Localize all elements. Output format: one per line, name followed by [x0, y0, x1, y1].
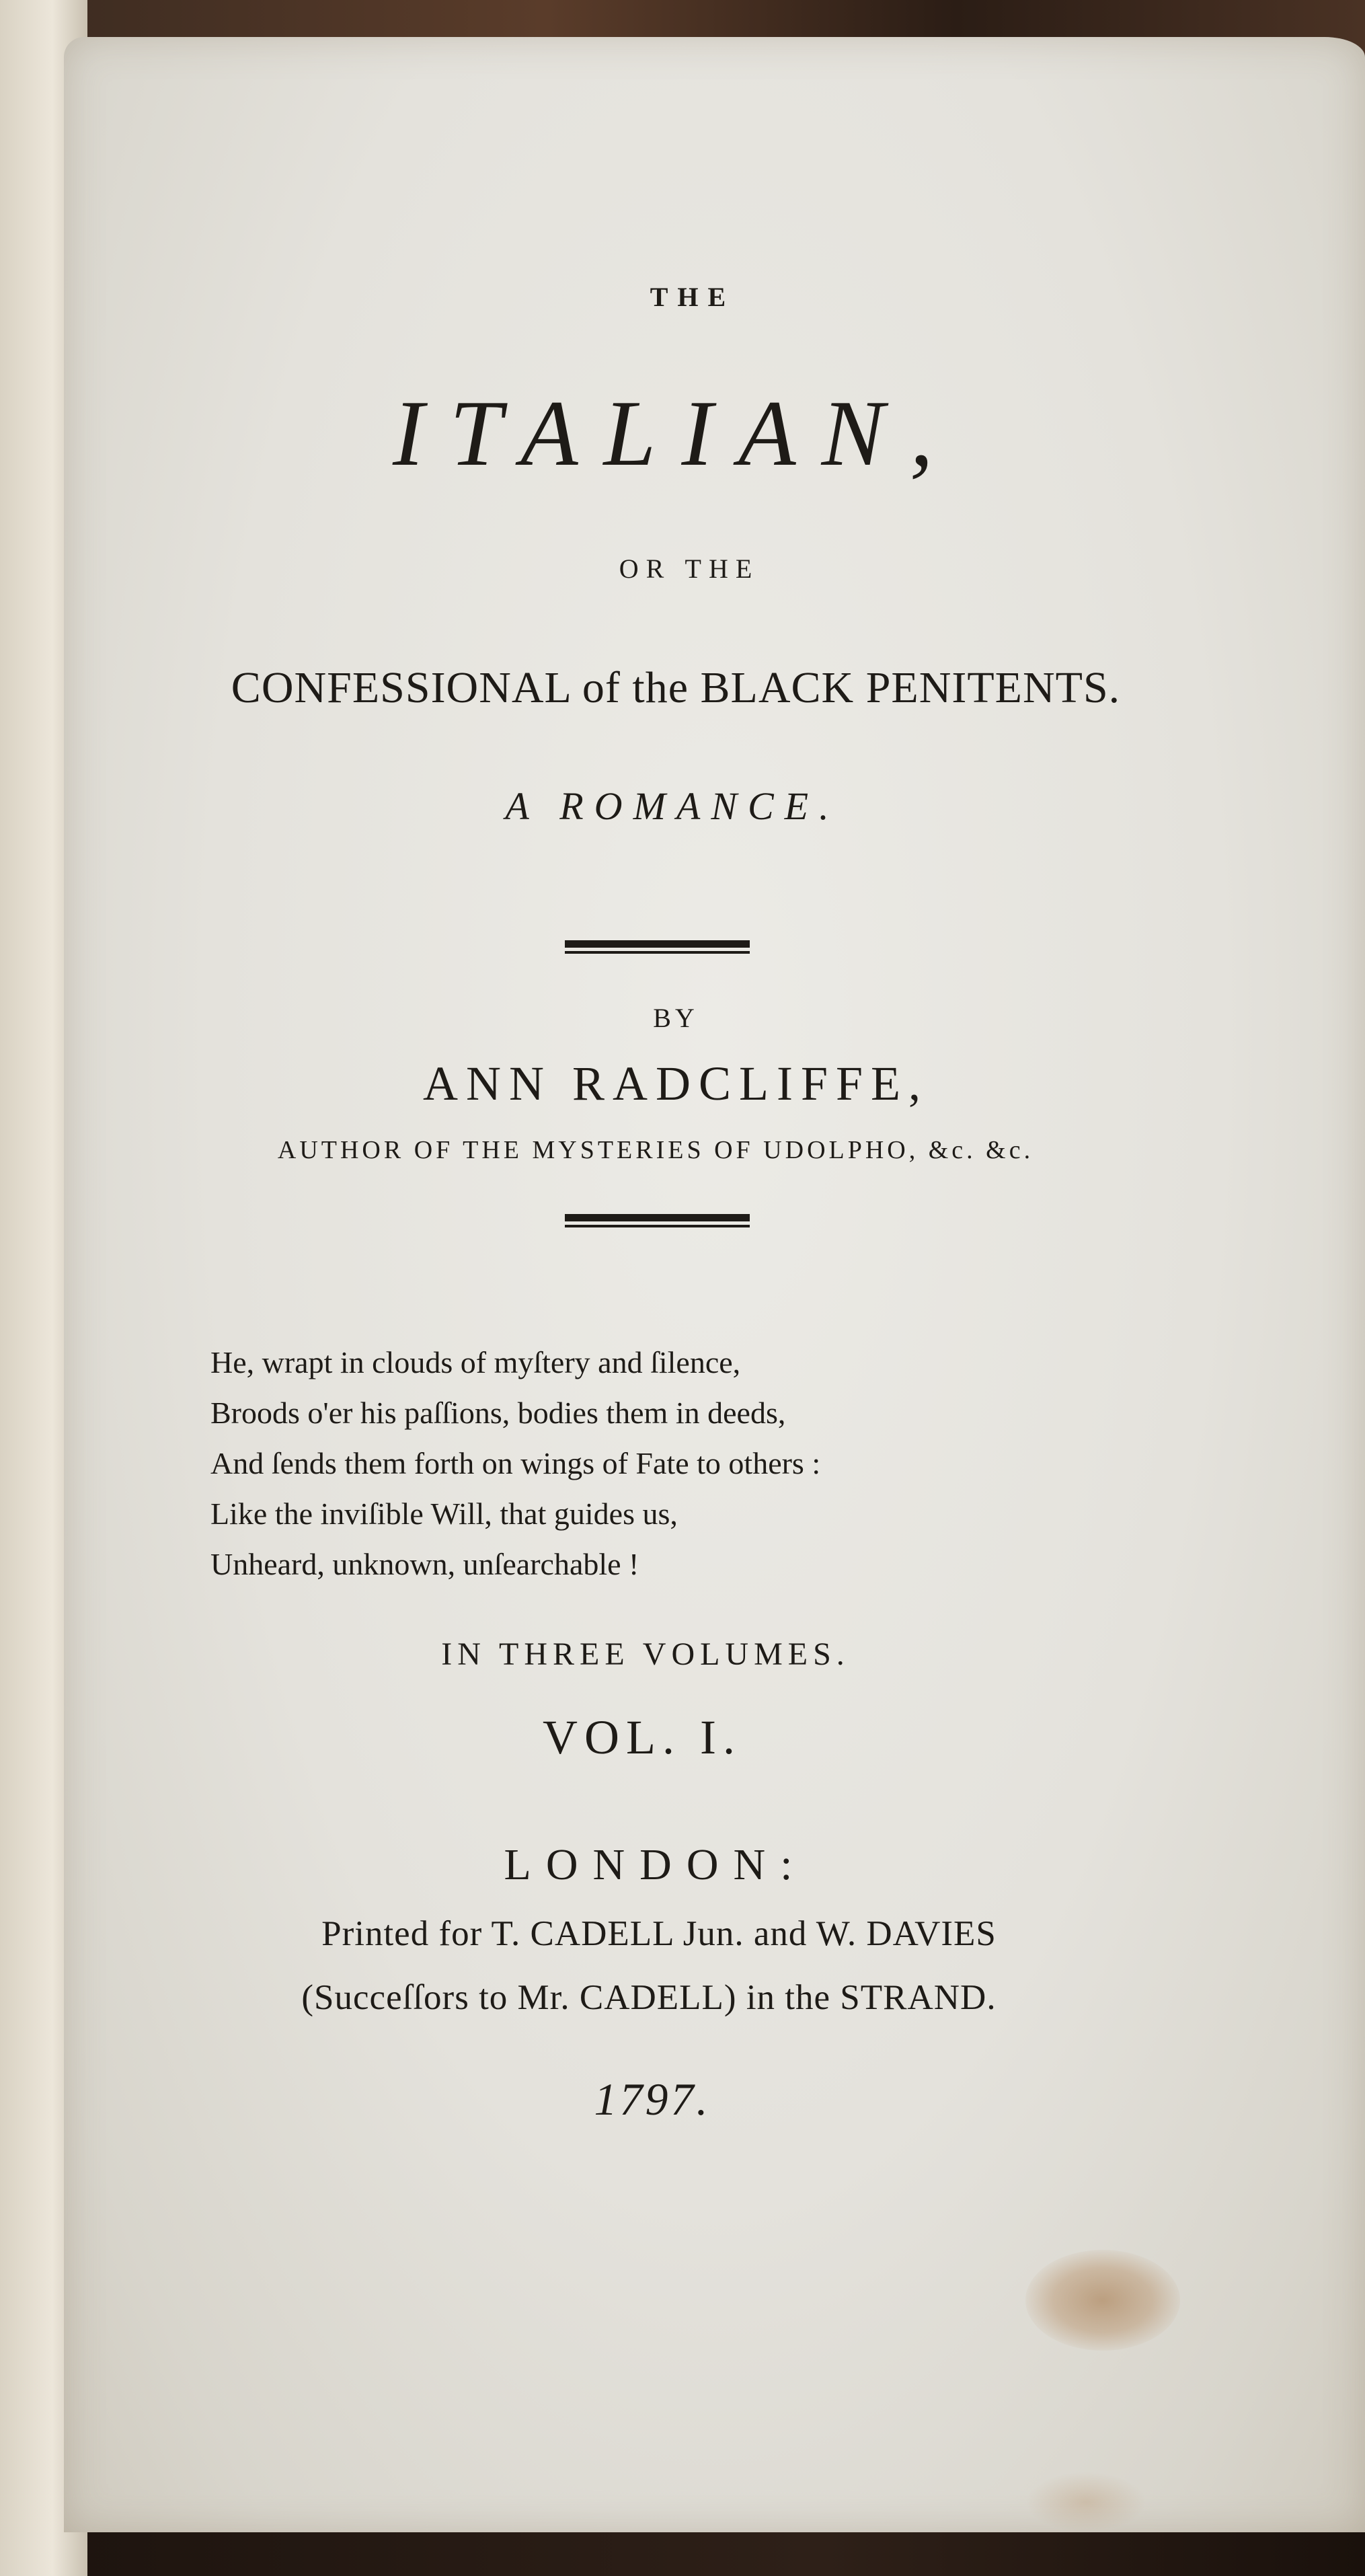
author-name: ANN RADCLIFFE,	[422, 1057, 929, 1110]
publication-year: 1797.	[594, 2074, 711, 2125]
imprint-line: Printed for T. CADELL Jun. and W. DAVIES	[321, 1914, 997, 1953]
foxing-stain	[1025, 2250, 1180, 2351]
title-conjunction: OR THE	[619, 554, 760, 584]
double-rule	[565, 940, 750, 954]
publication-place: LONDON:	[504, 1840, 808, 1889]
foxing-stain	[1025, 2472, 1146, 2532]
double-rule	[565, 1214, 750, 1227]
book-subtitle: CONFESSIONAL of the BLACK PENITENTS.	[231, 663, 1121, 712]
epigraph-line: Broods o'er his paſſions, bodies them in deeds,	[210, 1396, 786, 1430]
epigraph	[210, 1337, 820, 1589]
author-credit: AUTHOR OF THE MYSTERIES OF UDOLPHO, &c. &c.	[277, 1136, 1034, 1164]
imprint-line: (Succeſſors to Mr. CADELL) in the STRAND.	[301, 1978, 997, 2017]
epigraph-line: Unheard, unknown, unſearchable !	[210, 1547, 639, 1581]
volume-number: VOL. I.	[543, 1710, 742, 1764]
book-title: ITALIAN,	[393, 381, 959, 486]
epigraph-line: Like the inviſible Will, that guides us,	[210, 1497, 678, 1531]
epigraph-line: And ſends them forth on wings of Fate to others :	[210, 1446, 821, 1480]
epigraph-line: He, wrapt in clouds of myſtery and ſilence,	[210, 1345, 741, 1379]
by-line: BY	[653, 1003, 699, 1033]
title-article: THE	[650, 282, 736, 312]
volume-count: IN THREE VOLUMES.	[441, 1636, 850, 1672]
genre-line: A ROMANCE.	[505, 784, 840, 828]
